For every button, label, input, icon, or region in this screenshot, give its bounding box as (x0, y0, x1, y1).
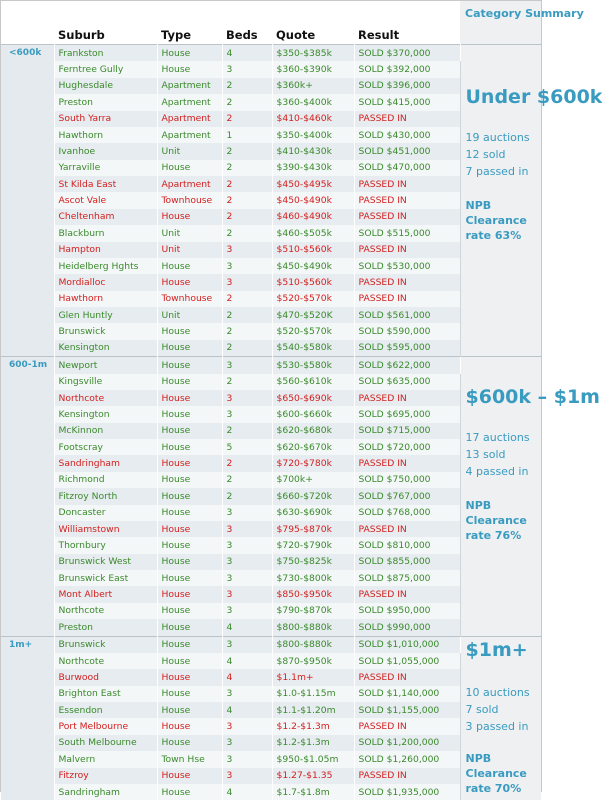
quote-cell: $660-$720k (272, 488, 354, 504)
suburb-cell: Brighton East (54, 686, 157, 702)
quote-cell: $360-$390k (272, 61, 354, 77)
result-cell: PASSED IN (354, 176, 460, 192)
beds-cell: 2 (222, 209, 272, 225)
result-cell: SOLD $855,000 (354, 554, 460, 570)
quote-cell: $520-$570k (272, 323, 354, 339)
beds-cell: 3 (222, 390, 272, 406)
rate-value: rate 63% (466, 228, 542, 243)
result-cell: SOLD $1,010,000 (354, 636, 460, 653)
type-cell: House (157, 669, 222, 685)
type-cell: House (157, 274, 222, 290)
beds-cell: 5 (222, 439, 272, 455)
section-label: 600-1m (1, 357, 54, 636)
suburb-cell: Preston (54, 94, 157, 110)
quote-cell: $620-$670k (272, 439, 354, 455)
type-cell: House (157, 537, 222, 553)
suburb-cell: Fitzroy North (54, 488, 157, 504)
result-cell: SOLD $1,055,000 (354, 653, 460, 669)
summary-passed: 4 passed in (466, 463, 542, 480)
result-cell: SOLD $561,000 (354, 307, 460, 323)
suburb-cell: Cheltenham (54, 209, 157, 225)
result-cell: SOLD $1,260,000 (354, 751, 460, 767)
category-summary (460, 357, 541, 636)
result-cell: PASSED IN (354, 192, 460, 208)
quote-cell: $540-$580k (272, 340, 354, 357)
beds-cell: 4 (222, 784, 272, 800)
result-cell: SOLD $415,000 (354, 94, 460, 110)
suburb-cell: Brunswick West (54, 554, 157, 570)
type-cell: House (157, 340, 222, 357)
type-cell: Unit (157, 242, 222, 258)
beds-cell: 2 (222, 488, 272, 504)
suburb-cell: South Melbourne (54, 735, 157, 751)
beds-cell: 4 (222, 45, 272, 62)
suburb-cell: Footscray (54, 439, 157, 455)
type-cell: Apartment (157, 94, 222, 110)
type-cell: House (157, 570, 222, 586)
suburb-cell: South Yarra (54, 111, 157, 127)
result-cell: SOLD $1,140,000 (354, 686, 460, 702)
beds-cell: 1 (222, 127, 272, 143)
type-cell: House (157, 505, 222, 521)
suburb-cell: Frankston (54, 45, 157, 62)
quote-cell: $350-$400k (272, 127, 354, 143)
beds-cell: 3 (222, 554, 272, 570)
suburb-cell: McKinnon (54, 423, 157, 439)
summary-passed: 7 passed in (466, 163, 542, 180)
type-cell: House (157, 45, 222, 62)
type-cell: House (157, 554, 222, 570)
suburb-cell: Hawthorn (54, 127, 157, 143)
quote-cell: $350-$385k (272, 45, 354, 62)
beds-cell: 2 (222, 291, 272, 307)
suburb-cell: Northcote (54, 390, 157, 406)
quote-cell: $795-$870k (272, 521, 354, 537)
type-cell: House (157, 488, 222, 504)
summary-sold: 12 sold (466, 146, 542, 163)
suburb-cell: St Kilda East (54, 176, 157, 192)
suburb-cell: Port Melbourne (54, 718, 157, 734)
type-cell: House (157, 636, 222, 653)
quote-cell: $530-$580k (272, 357, 354, 374)
result-cell: PASSED IN (354, 274, 460, 290)
suburb-cell: Ivanhoe (54, 143, 157, 159)
beds-cell: 3 (222, 258, 272, 274)
beds-cell: 2 (222, 176, 272, 192)
quote-cell: $390-$430k (272, 160, 354, 176)
clearance-label: Clearance (466, 766, 542, 781)
quote-cell: $560-$610k (272, 374, 354, 390)
quote-cell: $1.1m+ (272, 669, 354, 685)
beds-cell: 3 (222, 242, 272, 258)
suburb-cell: Glen Huntly (54, 307, 157, 323)
result-cell: SOLD $767,000 (354, 488, 460, 504)
result-cell: SOLD $1,935,000 (354, 784, 460, 800)
summary-title: $1m+ (466, 638, 542, 663)
summary-auctions: 17 auctions (466, 429, 542, 446)
type-cell: House (157, 439, 222, 455)
summary-clearance-rate (466, 751, 542, 796)
result-cell: SOLD $695,000 (354, 406, 460, 422)
quote-cell: $730-$800k (272, 570, 354, 586)
result-cell: PASSED IN (354, 669, 460, 685)
quote-cell: $1.0-$1.15m (272, 686, 354, 702)
header-row (1, 1, 541, 45)
result-cell: PASSED IN (354, 521, 460, 537)
result-cell: SOLD $530,000 (354, 258, 460, 274)
rate-value: rate 76% (466, 528, 542, 543)
suburb-cell: Doncaster (54, 505, 157, 521)
suburb-cell: Sandringham (54, 455, 157, 471)
type-cell: House (157, 423, 222, 439)
suburb-cell: Blackburn (54, 225, 157, 241)
quote-cell: $470-$520K (272, 307, 354, 323)
result-cell: SOLD $396,000 (354, 78, 460, 94)
beds-cell: 3 (222, 768, 272, 784)
summary-auctions: 19 auctions (466, 129, 542, 146)
summary-title: Under $600k (466, 85, 542, 110)
quote-cell: $360-$400k (272, 94, 354, 110)
type-cell: House (157, 258, 222, 274)
result-cell: PASSED IN (354, 390, 460, 406)
result-cell: SOLD $622,000 (354, 357, 460, 374)
beds-cell: 3 (222, 636, 272, 653)
beds-cell: 3 (222, 586, 272, 602)
beds-cell: 3 (222, 751, 272, 767)
suburb-cell: Heidelberg Hghts (54, 258, 157, 274)
quote-cell: $630-$690k (272, 505, 354, 521)
suburb-cell: Hawthorn (54, 291, 157, 307)
result-cell: PASSED IN (354, 209, 460, 225)
category-summary (460, 636, 541, 800)
summary-clearance-rate (466, 498, 542, 543)
quote-cell: $650-$690k (272, 390, 354, 406)
quote-cell: $460-$505k (272, 225, 354, 241)
suburb-cell: Mont Albert (54, 586, 157, 602)
beds-cell: 2 (222, 160, 272, 176)
result-cell: PASSED IN (354, 718, 460, 734)
rate-value: rate 70% (466, 781, 542, 796)
type-cell: House (157, 735, 222, 751)
quote-cell: $620-$680k (272, 423, 354, 439)
suburb-cell: Richmond (54, 472, 157, 488)
result-cell: PASSED IN (354, 455, 460, 471)
quote-cell: $1.2-$1.3m (272, 718, 354, 734)
type-cell: Unit (157, 225, 222, 241)
suburb-cell: Essendon (54, 702, 157, 718)
result-cell: SOLD $590,000 (354, 323, 460, 339)
suburb-cell: Williamstown (54, 521, 157, 537)
quote-cell: $450-$495k (272, 176, 354, 192)
beds-cell: 3 (222, 274, 272, 290)
result-cell: SOLD $750,000 (354, 472, 460, 488)
suburb-cell: Kensington (54, 406, 157, 422)
beds-cell: 3 (222, 735, 272, 751)
beds-cell: 2 (222, 307, 272, 323)
result-cell: PASSED IN (354, 768, 460, 784)
type-cell: House (157, 455, 222, 471)
result-cell: SOLD $1,155,000 (354, 702, 460, 718)
quote-cell: $1.2-$1.3m (272, 735, 354, 751)
summary-sold: 7 sold (466, 701, 542, 718)
type-cell: Townhouse (157, 291, 222, 307)
beds-cell: 3 (222, 406, 272, 422)
result-cell: PASSED IN (354, 586, 460, 602)
header-beds: Beds (222, 1, 272, 45)
type-cell: House (157, 472, 222, 488)
beds-cell: 4 (222, 702, 272, 718)
quote-cell: $360k+ (272, 78, 354, 94)
beds-cell: 3 (222, 686, 272, 702)
summary-auctions: 10 auctions (466, 684, 542, 701)
quote-cell: $410-$430k (272, 143, 354, 159)
beds-cell: 3 (222, 521, 272, 537)
quote-cell: $510-$560k (272, 242, 354, 258)
type-cell: Town Hse (157, 751, 222, 767)
type-cell: Apartment (157, 111, 222, 127)
quote-cell: $800-$880k (272, 636, 354, 653)
summary-passed: 3 passed in (466, 718, 542, 735)
clearance-label: Clearance (466, 213, 542, 228)
type-cell: Apartment (157, 176, 222, 192)
beds-cell: 2 (222, 111, 272, 127)
beds-cell: 4 (222, 669, 272, 685)
beds-cell: 3 (222, 603, 272, 619)
suburb-cell: Hampton (54, 242, 157, 258)
beds-cell: 3 (222, 570, 272, 586)
type-cell: House (157, 374, 222, 390)
beds-cell: 2 (222, 94, 272, 110)
beds-cell: 2 (222, 192, 272, 208)
header-blank (1, 1, 54, 45)
quote-cell: $790-$870k (272, 603, 354, 619)
type-cell: House (157, 784, 222, 800)
quote-cell: $450-$490k (272, 258, 354, 274)
quote-cell: $510-$560k (272, 274, 354, 290)
type-cell: House (157, 521, 222, 537)
quote-cell: $850-$950k (272, 586, 354, 602)
type-cell: House (157, 686, 222, 702)
type-cell: Townhouse (157, 192, 222, 208)
quote-cell: $410-$460k (272, 111, 354, 127)
table-row (1, 45, 541, 62)
suburb-cell: Hughesdale (54, 78, 157, 94)
beds-cell: 2 (222, 340, 272, 357)
beds-cell: 3 (222, 537, 272, 553)
quote-cell: $720-$780k (272, 455, 354, 471)
suburb-cell: Yarraville (54, 160, 157, 176)
suburb-cell: Brunswick (54, 636, 157, 653)
header-result: Result (354, 1, 460, 45)
beds-cell: 2 (222, 78, 272, 94)
suburb-cell: Kingsville (54, 374, 157, 390)
quote-cell: $1.7-$1.8m (272, 784, 354, 800)
suburb-cell: Preston (54, 619, 157, 636)
type-cell: House (157, 160, 222, 176)
beds-cell: 2 (222, 143, 272, 159)
result-cell: SOLD $1,200,000 (354, 735, 460, 751)
beds-cell: 3 (222, 505, 272, 521)
section-label: 1m+ (1, 636, 54, 800)
quote-cell: $1.1-$1.20m (272, 702, 354, 718)
type-cell: Apartment (157, 127, 222, 143)
beds-cell: 3 (222, 718, 272, 734)
beds-cell: 2 (222, 455, 272, 471)
type-cell: Unit (157, 307, 222, 323)
summary-title: $600k – $1m (466, 385, 542, 410)
quote-cell: $700k+ (272, 472, 354, 488)
type-cell: House (157, 619, 222, 636)
npb-label: NPB (466, 498, 542, 513)
summary-clearance-rate (466, 198, 542, 243)
result-cell: SOLD $768,000 (354, 505, 460, 521)
beds-cell: 2 (222, 323, 272, 339)
header-quote: Quote (272, 1, 354, 45)
suburb-cell: Burwood (54, 669, 157, 685)
result-cell: PASSED IN (354, 111, 460, 127)
quote-cell: $520-$570k (272, 291, 354, 307)
result-cell: PASSED IN (354, 242, 460, 258)
beds-cell: 3 (222, 61, 272, 77)
result-cell: SOLD $430,000 (354, 127, 460, 143)
npb-label: NPB (466, 198, 542, 213)
type-cell: House (157, 406, 222, 422)
type-cell: House (157, 586, 222, 602)
result-cell: SOLD $470,000 (354, 160, 460, 176)
suburb-cell: Ascot Vale (54, 192, 157, 208)
type-cell: House (157, 702, 222, 718)
suburb-cell: Newport (54, 357, 157, 374)
type-cell: House (157, 768, 222, 784)
result-cell: PASSED IN (354, 291, 460, 307)
type-cell: House (157, 357, 222, 374)
beds-cell: 2 (222, 374, 272, 390)
auction-results-table (1, 1, 541, 800)
result-cell: SOLD $595,000 (354, 340, 460, 357)
table-body (1, 45, 541, 800)
summary-stats (466, 129, 542, 180)
section-label: <600k (1, 45, 54, 357)
npb-label: NPB (466, 751, 542, 766)
quote-cell: $800-$880k (272, 619, 354, 636)
suburb-cell: Brunswick (54, 323, 157, 339)
suburb-cell: Northcote (54, 603, 157, 619)
type-cell: House (157, 390, 222, 406)
beds-cell: 3 (222, 357, 272, 374)
clearance-label: Clearance (466, 513, 542, 528)
quote-cell: $720-$790k (272, 537, 354, 553)
table-row (1, 357, 541, 374)
table-row (1, 636, 541, 653)
result-cell: SOLD $370,000 (354, 45, 460, 62)
quote-cell: $460-$490k (272, 209, 354, 225)
suburb-cell: Ferntree Gully (54, 61, 157, 77)
type-cell: Unit (157, 143, 222, 159)
quote-cell: $870-$950k (272, 653, 354, 669)
suburb-cell: Mordialloc (54, 274, 157, 290)
quote-cell: $750-$825k (272, 554, 354, 570)
suburb-cell: Northcote (54, 653, 157, 669)
result-cell: SOLD $990,000 (354, 619, 460, 636)
summary-sold: 13 sold (466, 446, 542, 463)
quote-cell: $1.27-$1.35 (272, 768, 354, 784)
result-cell: SOLD $875,000 (354, 570, 460, 586)
summary-stats (466, 429, 542, 480)
result-cell: SOLD $515,000 (354, 225, 460, 241)
result-cell: SOLD $810,000 (354, 537, 460, 553)
result-cell: SOLD $451,000 (354, 143, 460, 159)
type-cell: House (157, 718, 222, 734)
beds-cell: 4 (222, 653, 272, 669)
beds-cell: 4 (222, 619, 272, 636)
result-cell: SOLD $635,000 (354, 374, 460, 390)
result-cell: SOLD $392,000 (354, 61, 460, 77)
suburb-cell: Brunswick East (54, 570, 157, 586)
beds-cell: 2 (222, 423, 272, 439)
beds-cell: 2 (222, 472, 272, 488)
summary-stats (466, 684, 542, 735)
quote-cell: $950-$1.05m (272, 751, 354, 767)
quote-cell: $450-$490k (272, 192, 354, 208)
suburb-cell: Fitzroy (54, 768, 157, 784)
header-type: Type (157, 1, 222, 45)
type-cell: House (157, 603, 222, 619)
suburb-cell: Kensington (54, 340, 157, 357)
result-cell: SOLD $715,000 (354, 423, 460, 439)
type-cell: House (157, 653, 222, 669)
beds-cell: 2 (222, 225, 272, 241)
suburb-cell: Thornbury (54, 537, 157, 553)
suburb-cell: Malvern (54, 751, 157, 767)
header-suburb: Suburb (54, 1, 157, 45)
type-cell: House (157, 61, 222, 77)
type-cell: House (157, 323, 222, 339)
header-category-summary: Category Summary (460, 1, 541, 45)
type-cell: Apartment (157, 78, 222, 94)
quote-cell: $600-$660k (272, 406, 354, 422)
category-summary (460, 45, 541, 357)
type-cell: House (157, 209, 222, 225)
suburb-cell: Sandringham (54, 784, 157, 800)
result-cell: SOLD $720,000 (354, 439, 460, 455)
result-cell: SOLD $950,000 (354, 603, 460, 619)
